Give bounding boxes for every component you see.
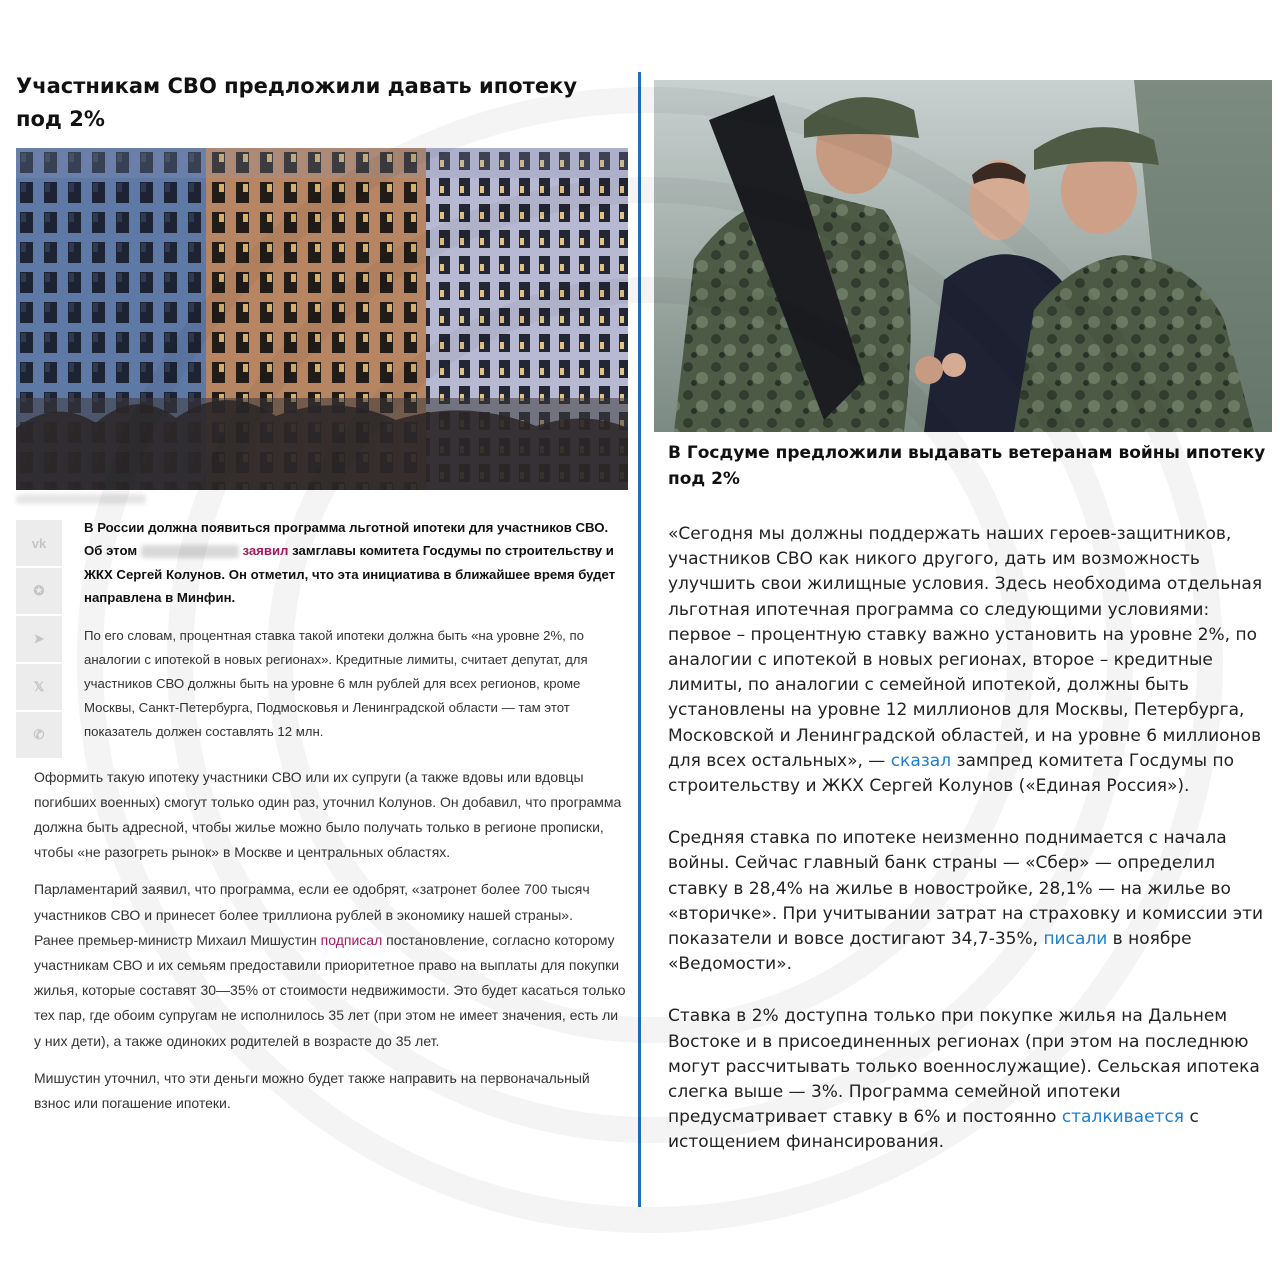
lead-link[interactable]: заявил — [242, 543, 289, 559]
left-article-title: Участникам СВО предложили давать ипотеку под 2% — [16, 74, 578, 131]
vk-icon: vk — [31, 535, 47, 551]
officials-illustration — [654, 80, 1272, 432]
officials-photo — [654, 80, 1272, 432]
article-lead — [84, 516, 628, 610]
whatsapp-share-button[interactable] — [16, 712, 62, 758]
whatsapp-icon: ✆ — [33, 727, 45, 742]
column-divider — [638, 72, 641, 1207]
left-paragraph-2: Парламентарий заявил, что программа, если ее одобрят, «затронет более 700 тысяч участников СВО и принесет более триллиона рублей в экономику нашей страны». — [34, 881, 590, 923]
article-sub-paragraph: По его словам, процентная ставка такой ипотеки должна быть «на уровне 2%, по аналогии с ипотекой в новых регионах». Кредитные лимиты, считает депутат, для участников СВО должны быть на уровне 6 млн рублей для всех регионов, кроме Москвы, Санкт-Петербурга, Подмосковья и Ленинградской области — там этот показатель должен составлять 12 млн. — [84, 627, 588, 740]
left-p3-text-1: Ранее премьер-министр Михаил Мишустин — [34, 931, 321, 948]
lead-text-2: замглавы комитета Госдумы по строительству и ЖКХ Сергей Колунов. Он отметил, что эта инициатива в ближайшее время будет направлена в Минфин. — [84, 543, 616, 606]
right-paragraph-2 — [668, 826, 1272, 977]
right-article-title: В Госдуме предложили выдавать ветеранам войны ипотеку под 2% — [668, 443, 1266, 489]
photo-credit — [16, 494, 146, 504]
vk-share-button[interactable] — [16, 520, 62, 566]
odnoklassniki-icon: ✪ — [33, 583, 45, 598]
right-p1-link[interactable]: сказал — [890, 750, 952, 771]
right-p1-text-2: зампред комитета Госдумы по строительству и ЖКХ Сергей Колунов («Единая Россия»). — [668, 750, 1234, 797]
x-share-button[interactable] — [16, 664, 62, 710]
right-p2-text-2: в ноябре «Ведомости». — [668, 929, 1192, 975]
lead-text-1: В России должна появиться программа льготной ипотеки для участников СВО. Об этом — [84, 520, 609, 559]
right-article — [654, 80, 1272, 1156]
right-p3-text-2: с истощением финансирования. — [668, 1107, 1199, 1153]
left-p3-text-2: постановление, согласно которому участникам СВО и их семьям предоставили приоритетное право на выплаты для покупки жилья, которые составят 30—35% от стоимости недвижимости. Это будет касаться только тех пар, где обоим супругам не исполнилось 35 лет (при этом не имеет значения, есть ли у них дети), а также одиноких родителей в возрасте до 35 лет. — [34, 931, 626, 1049]
left-paragraph-3 — [16, 928, 628, 1054]
apartment-buildings-photo — [16, 148, 628, 490]
share-buttons — [16, 520, 62, 760]
right-paragraph-3 — [668, 1004, 1272, 1155]
left-p3-link[interactable]: подписал — [320, 931, 383, 948]
blurred-outlet-name — [141, 545, 239, 558]
right-p3-link[interactable]: сталкивается — [1061, 1107, 1185, 1128]
article-body — [16, 516, 628, 745]
left-article — [16, 70, 628, 1128]
left-paragraph-1: Оформить такую ипотеку участники СВО или их супруги (а также вдовы или вдовцы погибших военных) смогут только один раз, уточнил Колунов. Он добавил, что программа должна быть адресной, чтобы жилье можно было получать только в регионе прописки, чтобы «не разогреть рынок» в Москве и центральных областях. — [34, 768, 622, 861]
right-paragraph-1 — [668, 522, 1272, 799]
x-icon: 𝕏 — [33, 679, 45, 694]
right-p2-link[interactable]: писали — [1043, 929, 1108, 950]
right-p1-text-1: «Сегодня мы должны поддержать наших героев-защитников, участников СВО как никого другого, дать им возможность улучшить свои жилищные условия. Здесь необходима отдельная льготная ипотечная программа со следующими условиями: первое – процентную ставку важно установить на уровне 2%, по аналогии с ипотекой в новых регионах, второе – кредитные лимиты, по аналогии с семейной ипотекой, должны быть установлены на уровне 12 миллионов для Москвы, Петербурга, Московской и Ленинградской областей, и на уровне 6 миллионов для всех остальных», — — [668, 524, 1263, 771]
telegram-share-button[interactable] — [16, 616, 62, 662]
telegram-icon: ➤ — [33, 631, 45, 646]
ok-share-button[interactable] — [16, 568, 62, 614]
apartment-buildings-illustration — [16, 148, 628, 490]
right-p2-text-1: Средняя ставка по ипотеке неизменно поднимается с начала войны. Сейчас главный банк страны — «Сбер» — определил ставку в 28,4% на жилье в новостройке, 28,1% — на жилье во «вторичке». При учитывании затрат на страховку и комиссии эти показатели и вовсе достигают 34,7-35%, — [668, 828, 1264, 950]
right-p3-text-1: Ставка в 2% доступна только при покупке жилья на Дальнем Востоке и в присоединенных регионах (при этом на последнюю могут рассчитывать только военнослужащие). Сельская ипотека слегка выше — 3%. Программа семейной ипотеки предусматривает ставку в 6% и постоянно — [668, 1006, 1260, 1128]
left-paragraph-4: Мишустин уточнил, что эти деньги можно будет также направить на первоначальный взнос или погашение ипотеки. — [34, 1069, 590, 1112]
